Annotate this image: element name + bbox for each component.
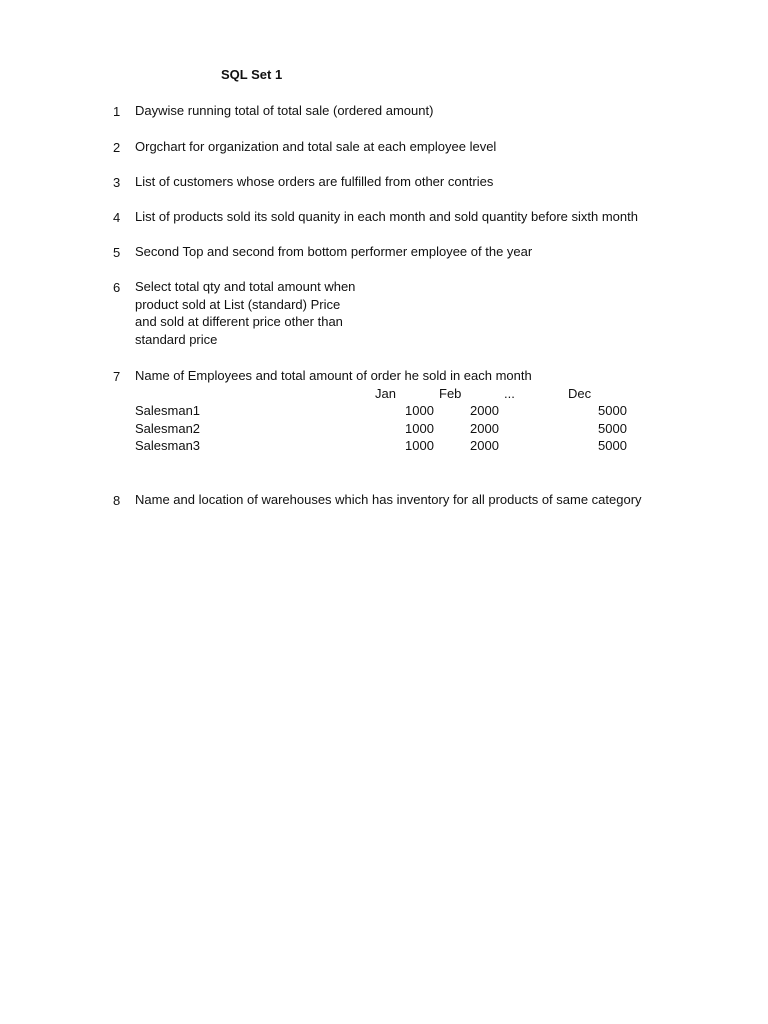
table-row-label: Salesman1 (135, 403, 201, 418)
question-number: 1 (113, 104, 121, 119)
table-header-cell: Dec (568, 386, 592, 401)
question-text (135, 243, 532, 261)
question-line: List of products sold its sold quanity in each month and sold quantity before sixth month (135, 209, 638, 224)
question-number: 4 (113, 210, 121, 225)
question-line: product sold at List (standard) Price (135, 296, 341, 312)
question-text (135, 208, 638, 226)
table-row-label: Salesman2 (135, 421, 201, 436)
question-line: and sold at different price other than (135, 314, 343, 329)
question-text (135, 138, 496, 156)
question-line: Select total qty and total amount when (135, 279, 356, 294)
question-line: Name and location of warehouses which has inventory for all products of same category (135, 492, 642, 507)
table-cell: 2000 (470, 438, 499, 453)
question-line: standard price (135, 331, 218, 347)
question-text (135, 173, 493, 191)
table-cell: 5000 (598, 403, 627, 418)
question-line: List of customers whose orders are fulfilled from other contries (135, 174, 494, 189)
table-cell: 5000 (598, 421, 627, 436)
table-cell: 1000 (405, 438, 434, 453)
table-header-cell: Jan (375, 386, 396, 401)
question-line: Name of Employees and total amount of order he sold in each month (135, 368, 532, 383)
table-cell: 1000 (405, 403, 434, 418)
table-header-cell: ... (504, 386, 515, 401)
question-number: 6 (113, 280, 121, 295)
question-line: Second Top and second from bottom performer employee of the year (135, 244, 533, 259)
table-row-label: Salesman3 (135, 438, 201, 453)
question-line: Daywise running total of total sale (ordered amount) (135, 103, 434, 118)
table-cell: 5000 (598, 438, 627, 453)
table-cell: 1000 (405, 421, 434, 436)
question-line: Orgchart for organization and total sale at each employee level (135, 139, 497, 154)
question-text (135, 102, 433, 120)
question-number: 8 (113, 493, 121, 508)
table-cell: 2000 (470, 421, 499, 436)
table-cell: 2000 (470, 403, 499, 418)
question-text (135, 278, 355, 348)
question-number: 7 (113, 369, 121, 384)
question-text (135, 367, 532, 385)
question-number: 2 (113, 140, 121, 155)
question-text (135, 491, 642, 509)
question-number: 3 (113, 175, 121, 190)
page-title: SQL Set 1 (221, 67, 283, 82)
question-number: 5 (113, 245, 121, 260)
table-header-cell: Feb (439, 386, 462, 401)
